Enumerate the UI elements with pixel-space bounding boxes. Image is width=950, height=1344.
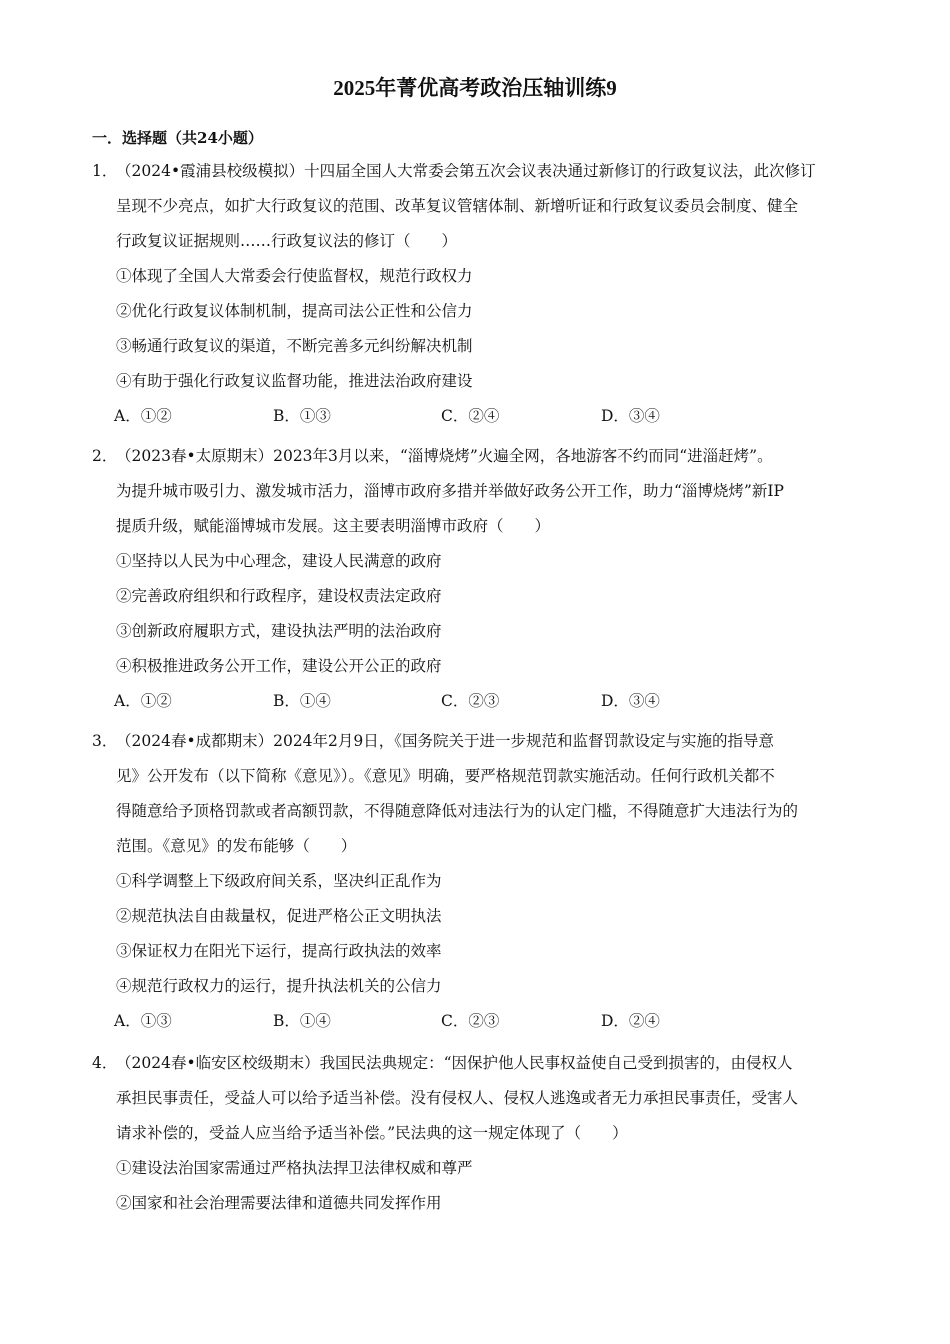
- stem-line: 范围。《意见》的发布能够（ ）: [116, 837, 357, 855]
- option-statement: ①坚持以人民为中心理念，建设人民满意的政府: [116, 552, 442, 570]
- option-statement: ④有助于强化行政复议监督功能，推进法治政府建设: [116, 372, 473, 390]
- option-statement: ②完善政府组织和行政程序，建设权责法定政府: [116, 587, 442, 605]
- option-statement: ②优化行政复议体制机制，提高司法公正性和公信力: [116, 302, 473, 320]
- answer-choices: [92, 684, 862, 719]
- question-2: [92, 439, 862, 719]
- stem-line: 为提升城市吸引力、激发城市活力，淄博市政府多措并举做好政务公开工作，助力“淄博烧烤”新IP: [116, 482, 784, 500]
- option-statement: ③畅通行政复议的渠道，不断完善多元纠纷解决机制: [116, 337, 473, 355]
- question-stem: [92, 1046, 862, 1081]
- choice-c[interactable]: C．②③: [441, 1012, 500, 1030]
- choice-a[interactable]: A．①②: [114, 692, 172, 710]
- stem-line: 请求补偿的，受益人应当给予适当补偿。”民法典的这一规定体现了（ ）: [116, 1124, 628, 1142]
- choice-b[interactable]: B．①③: [273, 407, 331, 425]
- section-header: 一．选择题（共24小题）: [92, 129, 263, 147]
- question-number: 4．: [92, 1054, 118, 1072]
- option-statement: ③保证权力在阳光下运行，提高行政执法的效率: [116, 942, 442, 960]
- choice-b[interactable]: B．①④: [273, 1012, 331, 1030]
- choice-d[interactable]: D．③④: [601, 692, 660, 710]
- question-number: 3．: [92, 732, 118, 750]
- choice-a[interactable]: A．①③: [114, 1012, 172, 1030]
- stem-line: 得随意给予顶格罚款或者高额罚款，不得随意降低对违法行为的认定门槛，不得随意扩大违法行为的: [116, 802, 799, 820]
- document-title: 2025年菁优高考政治压轴训练9: [333, 76, 617, 100]
- choice-b[interactable]: B．①④: [273, 692, 331, 710]
- stem-line: （2024春•成都期末）2024年2月9日，《国务院关于进一步规范和监督罚款设定与实施的指导意: [116, 732, 775, 750]
- question-4: [92, 1046, 862, 1221]
- question-number: 1．: [92, 162, 118, 180]
- option-statement: ②国家和社会治理需要法律和道德共同发挥作用: [116, 1194, 442, 1212]
- answer-choices: [92, 399, 862, 434]
- stem-line: 承担民事责任，受益人可以给予适当补偿。没有侵权人、侵权人逃逸或者无力承担民事责任，受害人: [116, 1089, 799, 1107]
- option-statement: ④积极推进政务公开工作，建设公开公正的政府: [116, 657, 442, 675]
- question-number: 2．: [92, 447, 118, 465]
- stem-line: 行政复议证据规则……行政复议法的修订（ ）: [116, 232, 458, 250]
- choice-d[interactable]: D．②④: [601, 1012, 660, 1030]
- option-statement: ①建设法治国家需通过严格执法捍卫法律权威和尊严: [116, 1159, 473, 1177]
- stem-line: （2024•霞浦县校级模拟）十四届全国人大常委会第五次会议表决通过新修订的行政复议法，此次修订: [116, 162, 816, 180]
- choice-c[interactable]: C．②④: [441, 407, 500, 425]
- question-1: [92, 154, 862, 434]
- option-statement: ①体现了全国人大常委会行使监督权，规范行政权力: [116, 267, 473, 285]
- answer-choices: [92, 1004, 862, 1039]
- question-3: [92, 724, 862, 1039]
- option-statement: ④规范行政权力的运行，提升执法机关的公信力: [116, 977, 442, 995]
- option-statement: ③创新政府履职方式，建设执法严明的法治政府: [116, 622, 442, 640]
- choice-a[interactable]: A．①②: [114, 407, 172, 425]
- choice-d[interactable]: D．③④: [601, 407, 660, 425]
- option-statement: ①科学调整上下级政府间关系，坚决纠正乱作为: [116, 872, 442, 890]
- stem-line: 见》公开发布（以下简称《意见》）。《意见》明确，要严格规范罚款实施活动。任何行政机关都不: [116, 767, 775, 785]
- stem-line: （2023春•太原期末）2023年3月以来，“淄博烧烤”火遍全网，各地游客不约而同“进淄赶烤”。: [116, 447, 773, 465]
- stem-line: （2024春•临安区校级期末）我国民法典规定：“因保护他人民事权益使自己受到损害的，由侵权人: [116, 1054, 793, 1072]
- question-stem: [92, 724, 862, 759]
- choice-c[interactable]: C．②③: [441, 692, 500, 710]
- stem-line: 呈现不少亮点，如扩大行政复议的范围、改革复议管辖体制、新增听证和行政复议委员会制度、健全: [116, 197, 799, 215]
- question-stem: [92, 154, 862, 189]
- option-statement: ②规范执法自由裁量权，促进严格公正文明执法: [116, 907, 442, 925]
- question-stem: [92, 439, 862, 474]
- stem-line: 提质升级，赋能淄博城市发展。这主要表明淄博市政府（ ）: [116, 517, 551, 535]
